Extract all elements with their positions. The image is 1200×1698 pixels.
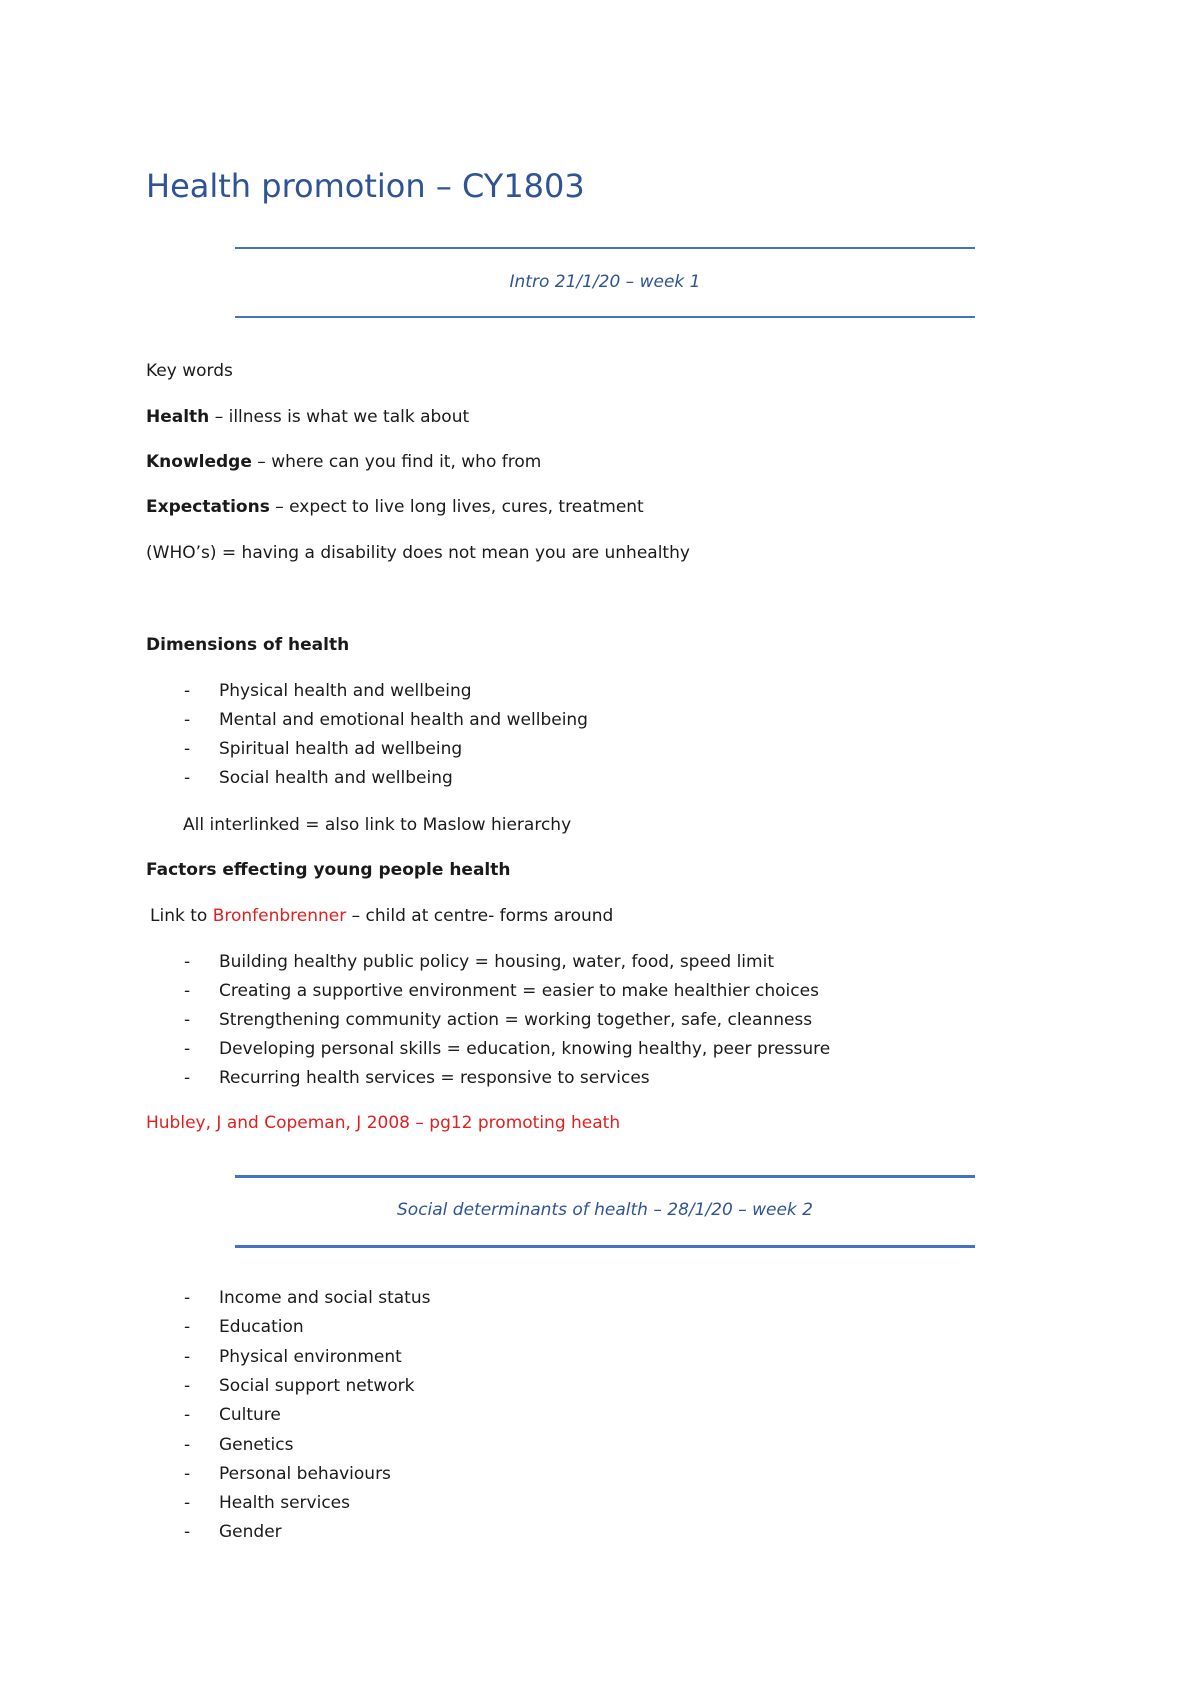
bronfenbrenner-link-line xyxy=(150,905,613,927)
dimensions-heading-text: Dimensions of health xyxy=(146,635,350,655)
list-item xyxy=(184,738,462,760)
bullet-dash: - xyxy=(184,1288,191,1308)
bullet-dash: - xyxy=(184,1435,191,1455)
list-item-text: Building healthy public policy = housing, water, food, speed limit xyxy=(219,952,774,972)
link-suffix: – child at centre- forms around xyxy=(346,906,614,926)
key-word-text: – expect to live long lives, cures, treatment xyxy=(269,497,644,517)
list-item xyxy=(184,1067,650,1089)
key-word-text: – illness is what we talk about xyxy=(209,407,470,427)
bullet-dash: - xyxy=(184,1317,191,1337)
factors-heading xyxy=(146,859,510,881)
key-word-expectations xyxy=(146,496,644,518)
list-item xyxy=(184,767,453,789)
bullet-dash: - xyxy=(184,1376,191,1396)
bullet-dash: - xyxy=(184,1522,191,1542)
section-heading-week2: Social determinants of health – 28/1/20 – week 2 xyxy=(397,1200,813,1220)
list-item-text: Recurring health services = responsive to services xyxy=(219,1068,650,1088)
page-title: Health promotion – CY1803 xyxy=(146,167,585,205)
bullet-dash: - xyxy=(184,1347,191,1367)
bullet-dash: - xyxy=(184,1039,191,1059)
bullet-dash: - xyxy=(184,710,191,730)
list-item-text: Social health and wellbeing xyxy=(219,768,453,788)
list-item-text: Developing personal skills = education, knowing healthy, peer pressure xyxy=(219,1039,831,1059)
list-item xyxy=(184,1434,293,1456)
dimensions-note: All interlinked = also link to Maslow hierarchy xyxy=(183,815,572,835)
bullet-dash: - xyxy=(184,981,191,1001)
key-word-text: – where can you find it, who from xyxy=(251,452,542,472)
list-item xyxy=(184,1521,282,1543)
list-item-text: Spiritual health ad wellbeing xyxy=(219,739,463,759)
list-item-text: Gender xyxy=(219,1522,282,1542)
section-rule-bottom xyxy=(235,316,975,318)
link-prefix: Link to xyxy=(150,906,213,926)
dimensions-heading xyxy=(146,634,349,656)
who-note: (WHO’s) = having a disability does not mean you are unhealthy xyxy=(146,543,690,563)
list-item xyxy=(184,980,819,1002)
key-word-term: Expectations xyxy=(146,497,270,517)
bullet-dash: - xyxy=(184,768,191,788)
list-item xyxy=(184,1038,830,1060)
list-item xyxy=(184,680,472,702)
section-heading-week1: Intro 21/1/20 – week 1 xyxy=(509,272,701,292)
bullet-dash: - xyxy=(184,1493,191,1513)
list-item xyxy=(184,1316,304,1338)
list-item-text: Health services xyxy=(219,1493,350,1513)
list-item-text: Income and social status xyxy=(219,1288,431,1308)
list-item-text: Strengthening community action = working together, safe, cleanness xyxy=(219,1010,813,1030)
key-word-health xyxy=(146,406,469,428)
bullet-dash: - xyxy=(184,952,191,972)
bullet-dash: - xyxy=(184,739,191,759)
key-word-term: Health xyxy=(146,407,210,427)
list-item xyxy=(184,1463,391,1485)
list-item xyxy=(184,1287,430,1309)
list-item xyxy=(184,1492,350,1514)
list-item-text: Physical environment xyxy=(219,1347,402,1367)
reference-citation: Hubley, J and Copeman, J 2008 – pg12 promoting heath xyxy=(146,1113,621,1133)
bullet-dash: - xyxy=(184,1010,191,1030)
section-rule-bottom xyxy=(235,1245,975,1248)
list-item-text: Mental and emotional health and wellbeing xyxy=(219,710,588,730)
list-item xyxy=(184,951,774,973)
bullet-dash: - xyxy=(184,1464,191,1484)
bullet-dash: - xyxy=(184,1068,191,1088)
list-item xyxy=(184,1375,415,1397)
list-item xyxy=(184,1346,402,1368)
factors-heading-text: Factors effecting young people health xyxy=(146,860,511,880)
bronfenbrenner-name: Bronfenbrenner xyxy=(212,906,347,926)
list-item-text: Physical health and wellbeing xyxy=(219,681,472,701)
list-item-text: Genetics xyxy=(219,1435,294,1455)
list-item-text: Personal behaviours xyxy=(219,1464,391,1484)
key-word-knowledge xyxy=(146,451,541,473)
list-item-text: Culture xyxy=(219,1405,281,1425)
list-item-text: Creating a supportive environment = easier to make healthier choices xyxy=(219,981,819,1001)
bullet-dash: - xyxy=(184,1405,191,1425)
key-words-label: Key words xyxy=(146,361,233,381)
key-word-term: Knowledge xyxy=(146,452,252,472)
section-rule-top xyxy=(235,1175,975,1178)
section-rule-top xyxy=(235,247,975,249)
list-item xyxy=(184,709,588,731)
list-item-text: Social support network xyxy=(219,1376,415,1396)
list-item-text: Education xyxy=(219,1317,304,1337)
bullet-dash: - xyxy=(184,681,191,701)
list-item xyxy=(184,1404,281,1426)
list-item xyxy=(184,1009,812,1031)
